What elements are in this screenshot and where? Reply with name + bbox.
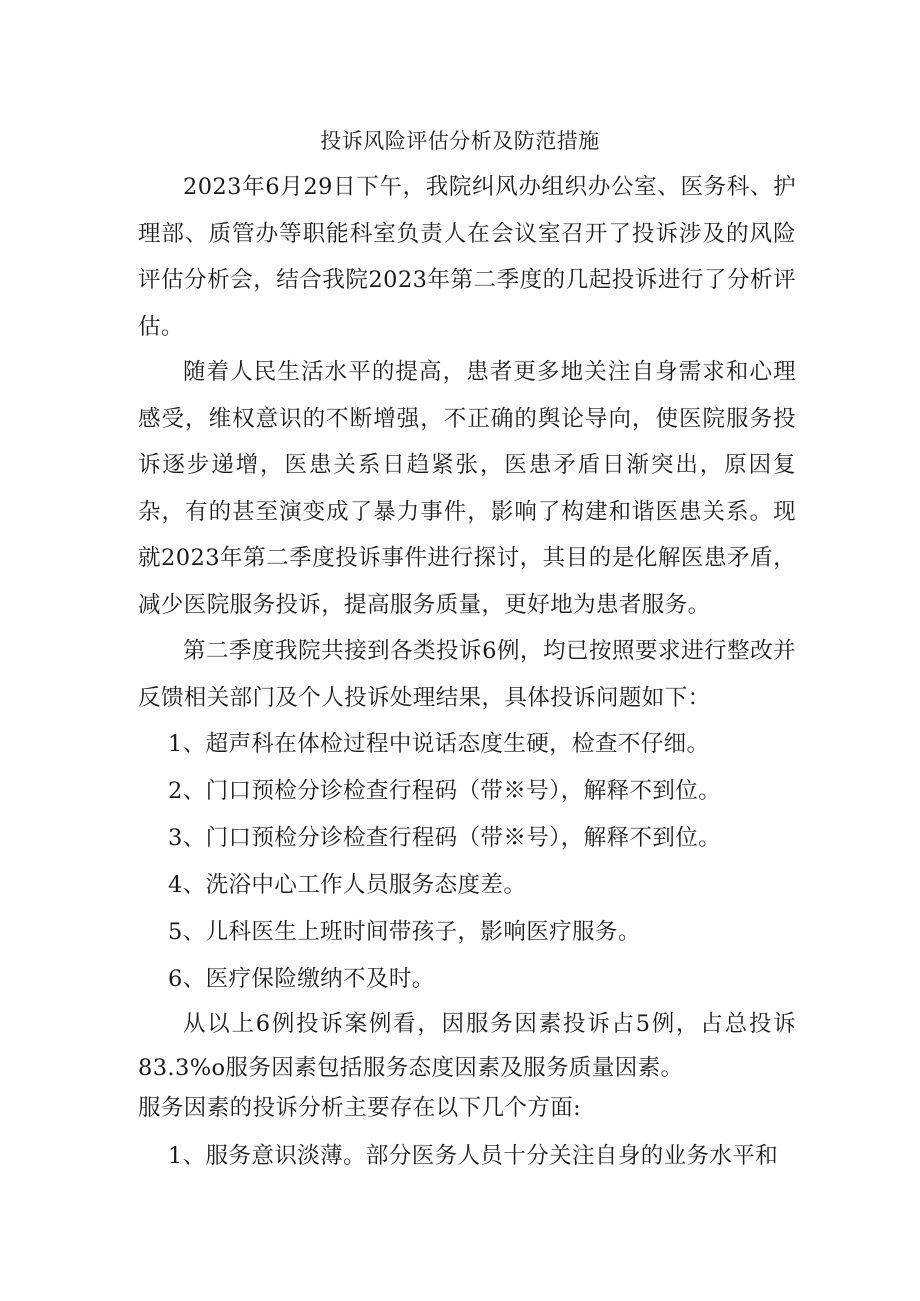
list-item: 3、门口预检分诊检查行程码（带※号），解释不到位。 bbox=[168, 825, 722, 851]
intro-paragraph: 2023年6月29日下午，我院纠风办组织办公室、医务科、护理部、质管办等职能科室负责人在会议室召开了投诉涉及的风险评估分析会，结合我院2023年第二季度的几起投诉进行了分析评估。 bbox=[138, 174, 796, 340]
analysis-point-1: 1、服务意识淡薄。部分医务人员十分关注自身的业务水平和 bbox=[168, 1143, 779, 1169]
list-item: 4、洗浴中心工作人员服务态度差。 bbox=[168, 872, 527, 898]
analysis-paragraph: 从以上6例投诉案例看，因服务因素投诉占5例，占总投诉83.3%o服务因素包括服务态度因素及服务质量因素。 bbox=[138, 1011, 796, 1081]
analysis-heading: 服务因素的投诉分析主要存在以下几个方面: bbox=[138, 1095, 582, 1121]
complaint-summary-paragraph: 第二季度我院共接到各类投诉6例，均已按照要求进行整改并反馈相关部门及个人投诉处理结果，具体投诉问题如下： bbox=[138, 638, 796, 711]
list-item: 5、儿科医生上班时间带孩子，影响医疗服务。 bbox=[168, 919, 641, 945]
list-item: 2、门口预检分诊检查行程码（带※号），解释不到位。 bbox=[168, 778, 722, 804]
list-item: 1、超声科在体检过程中说话态度生硬，检查不仔细。 bbox=[168, 731, 710, 757]
background-paragraph: 随着人民生活水平的提高，患者更多地关注自身需求和心理感受，维权意识的不断增强，不正确的舆论导向，使医院服务投诉逐步递增，医患关系日趋紧张，医患矛盾日渐突出，原因复杂，有的甚至演变成了暴力事件，影响了构建和谐医患关系。现就2023年第二季度投诉事件进行探讨，其目的是化解医患矛盾，减少医院服务投诉，提高服务质量，更好地为患者服务。 bbox=[138, 359, 796, 618]
document-title: 投诉风险评估分析及防范措施 bbox=[320, 129, 600, 153]
list-item: 6、医疗保险缴纳不及时。 bbox=[168, 966, 435, 992]
